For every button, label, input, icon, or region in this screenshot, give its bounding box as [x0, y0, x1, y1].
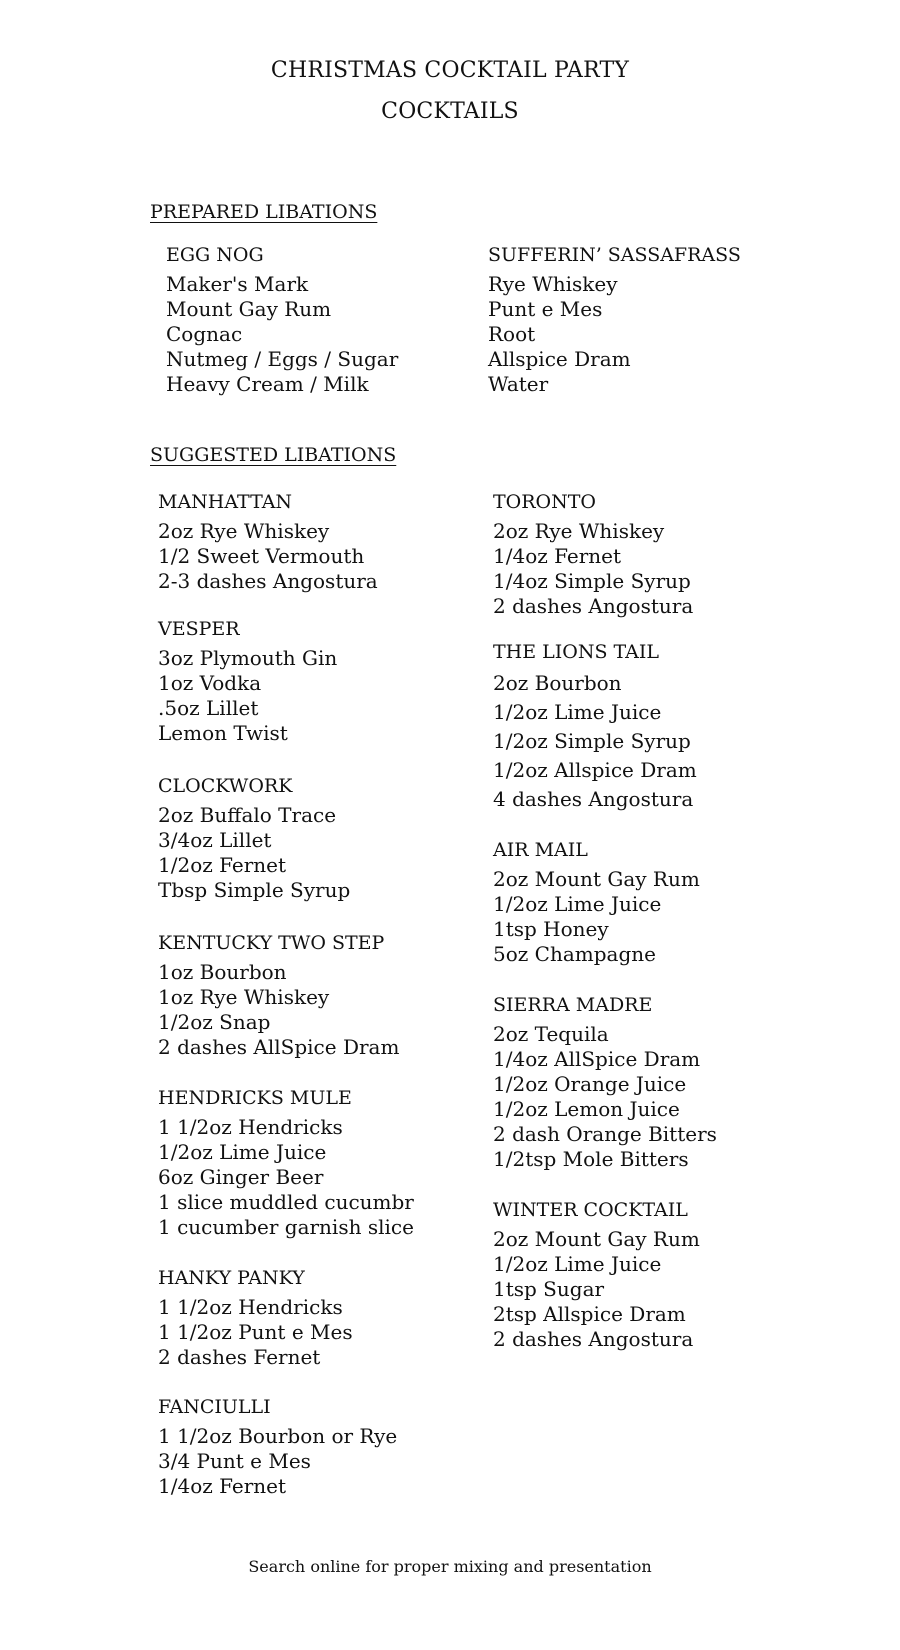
- ingredient: 6oz Ginger Beer: [158, 1165, 324, 1189]
- ingredient: Lemon Twist: [158, 721, 288, 745]
- drink-sierra-madre: [493, 993, 853, 1172]
- footer-note: Search online for proper mixing and presentation: [248, 1557, 652, 1576]
- ingredient: 5oz Champagne: [493, 942, 656, 966]
- ingredient: 1 cucumber garnish slice: [158, 1215, 414, 1239]
- drink-name: CLOCKWORK: [158, 775, 293, 797]
- drink-fanciulli: [158, 1395, 518, 1499]
- ingredient: Allspice Dram: [488, 347, 631, 371]
- drink-name: SIERRA MADRE: [493, 994, 653, 1016]
- ingredient: 1 1/2oz Punt e Mes: [158, 1320, 353, 1344]
- ingredient: 2 dashes AllSpice Dram: [158, 1035, 400, 1059]
- ingredient: 2 dashes Fernet: [158, 1345, 321, 1369]
- ingredient: 1/2oz Allspice Dram: [493, 758, 697, 782]
- ingredient: Heavy Cream / Milk: [166, 372, 369, 396]
- page-title: CHRISTMAS COCKTAIL PARTY: [270, 58, 630, 83]
- ingredient: Punt e Mes: [488, 297, 603, 321]
- prepared-libations-heading: PREPARED LIBATIONS: [150, 201, 378, 223]
- ingredient: 1oz Vodka: [158, 671, 262, 695]
- ingredient: 1/4oz Fernet: [493, 544, 622, 568]
- ingredient: 1/4oz Simple Syrup: [493, 569, 691, 593]
- drink-toronto: [493, 490, 853, 619]
- ingredient: 2-3 dashes Angostura: [158, 569, 378, 593]
- drink-name: MANHATTAN: [158, 491, 293, 513]
- drink-name: KENTUCKY TWO STEP: [158, 932, 385, 954]
- ingredient: Root: [488, 322, 536, 346]
- prepared-drink-eggnog: [166, 243, 526, 397]
- drink-the-lions-tail: [493, 640, 853, 814]
- ingredient: 1/2oz Lime Juice: [493, 1252, 662, 1276]
- ingredient: 1/2oz Orange Juice: [493, 1072, 687, 1096]
- ingredient: 2 dashes Angostura: [493, 594, 694, 618]
- drink-name: VESPER: [158, 618, 240, 640]
- ingredient: 1/2oz Fernet: [158, 853, 287, 877]
- ingredient: 1oz Bourbon: [158, 960, 287, 984]
- ingredient: 2oz Buffalo Trace: [158, 803, 337, 827]
- ingredient: 1/2oz Simple Syrup: [493, 729, 691, 753]
- ingredient: .5oz Lillet: [158, 696, 259, 720]
- drink-name: SUFFERIN’ SASSAFRASS: [488, 244, 741, 266]
- ingredient: 2 dashes Angostura: [493, 1327, 694, 1351]
- ingredient: 1/2oz Lime Juice: [158, 1140, 327, 1164]
- ingredient: 2oz Rye Whiskey: [158, 519, 330, 543]
- drink-name: AIR MAIL: [493, 839, 588, 861]
- drink-kentucky-two-step: [158, 931, 518, 1060]
- ingredient: 1 1/2oz Hendricks: [158, 1295, 343, 1319]
- ingredient: 4 dashes Angostura: [493, 787, 694, 811]
- ingredient: Rye Whiskey: [488, 272, 618, 296]
- ingredient: 1/2tsp Mole Bitters: [493, 1147, 689, 1171]
- ingredient: 1tsp Sugar: [493, 1277, 605, 1301]
- ingredient: 1/2oz Lime Juice: [493, 892, 662, 916]
- prepared-drink-sufferin-sassafrass: [488, 243, 848, 397]
- ingredient: Water: [488, 372, 549, 396]
- ingredient: 1/2oz Lemon Juice: [493, 1097, 680, 1121]
- ingredient: 1 slice muddled cucumbr: [158, 1190, 414, 1214]
- page-subtitle: COCKTAILS: [381, 99, 519, 124]
- drink-vesper: [158, 617, 518, 746]
- suggested-libations-heading: SUGGESTED LIBATIONS: [150, 444, 397, 466]
- drink-winter-cocktail: [493, 1198, 853, 1352]
- ingredient: Cognac: [166, 322, 243, 346]
- drink-name: EGG NOG: [166, 244, 264, 266]
- ingredient: 1/2oz Lime Juice: [493, 700, 662, 724]
- drink-name: WINTER COCKTAIL: [493, 1199, 688, 1221]
- ingredient: 3/4oz Lillet: [158, 828, 272, 852]
- ingredient: 1 1/2oz Bourbon or Rye: [158, 1424, 398, 1448]
- ingredient: 2oz Rye Whiskey: [493, 519, 665, 543]
- ingredient: Tbsp Simple Syrup: [158, 878, 351, 902]
- drink-name: HENDRICKS MULE: [158, 1087, 352, 1109]
- drink-name: HANKY PANKY: [158, 1267, 305, 1289]
- ingredient: Mount Gay Rum: [166, 297, 332, 321]
- ingredient: 3oz Plymouth Gin: [158, 646, 338, 670]
- ingredient: 1/2oz Snap: [158, 1010, 271, 1034]
- ingredient: 1 1/2oz Hendricks: [158, 1115, 343, 1139]
- ingredient: 1/4oz Fernet: [158, 1474, 287, 1498]
- ingredient: 1/4oz AllSpice Dram: [493, 1047, 701, 1071]
- ingredient: 2oz Mount Gay Rum: [493, 867, 700, 891]
- ingredient: Nutmeg / Eggs / Sugar: [166, 347, 399, 371]
- drink-hanky-panky: [158, 1266, 518, 1370]
- ingredient: 2oz Bourbon: [493, 671, 622, 695]
- drink-manhattan: [158, 490, 518, 594]
- drink-air-mail: [493, 838, 853, 967]
- drink-name: FANCIULLI: [158, 1396, 271, 1418]
- ingredient: 2oz Tequila: [493, 1022, 609, 1046]
- ingredient: 1/2 Sweet Vermouth: [158, 544, 365, 568]
- drink-name: THE LIONS TAIL: [493, 641, 660, 663]
- drink-hendricks-mule: [158, 1086, 518, 1240]
- drink-clockwork: [158, 774, 518, 903]
- ingredient: 3/4 Punt e Mes: [158, 1449, 311, 1473]
- drink-name: TORONTO: [493, 491, 597, 513]
- ingredient: 2tsp Allspice Dram: [493, 1302, 686, 1326]
- ingredient: 2oz Mount Gay Rum: [493, 1227, 700, 1251]
- ingredient: Maker's Mark: [166, 272, 309, 296]
- ingredient: 2 dash Orange Bitters: [493, 1122, 717, 1146]
- ingredient: 1tsp Honey: [493, 917, 609, 941]
- ingredient: 1oz Rye Whiskey: [158, 985, 330, 1009]
